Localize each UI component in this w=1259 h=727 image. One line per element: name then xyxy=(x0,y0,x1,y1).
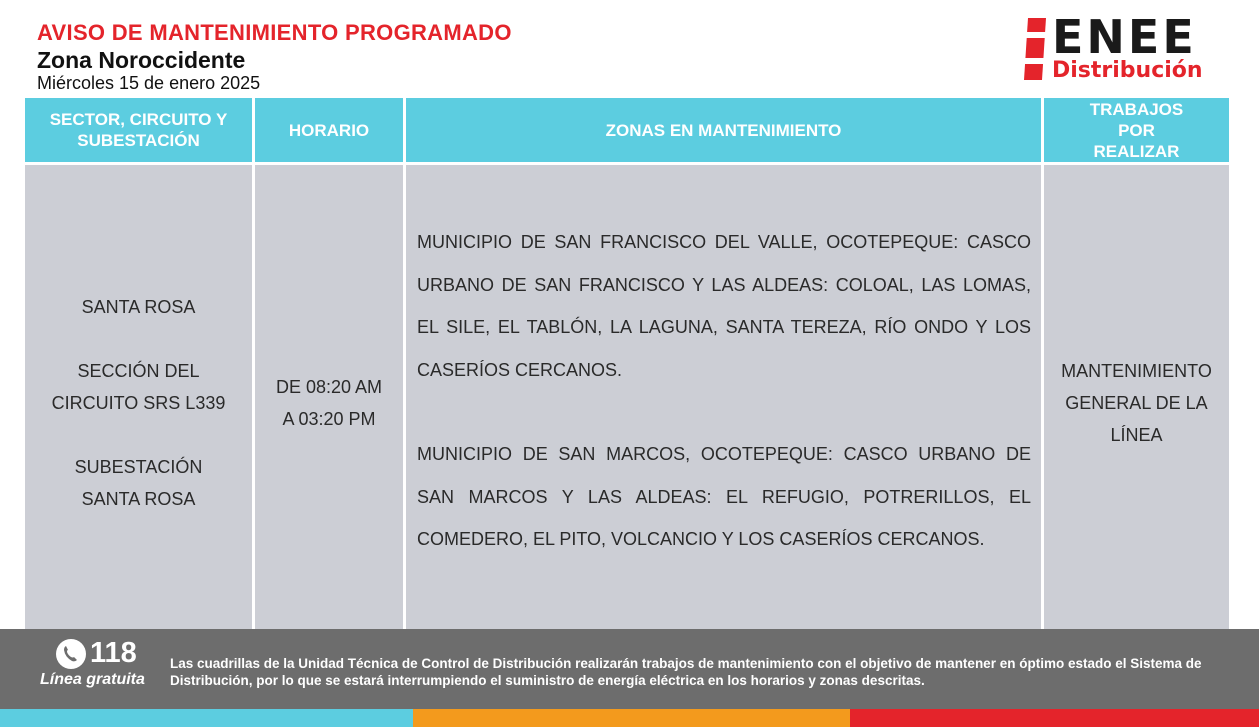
maintenance-table xyxy=(25,98,1229,630)
enee-logo-mark-icon xyxy=(1024,18,1046,80)
zone-name: Zona Noroccidente xyxy=(37,47,246,73)
notice-title: AVISO DE MANTENIMIENTO PROGRAMADO xyxy=(37,20,512,45)
work-cell xyxy=(1044,165,1229,630)
work-line-2: GENERAL DE LA xyxy=(1065,392,1208,413)
schedule-end: A 03:20 PM xyxy=(282,408,376,429)
substation-line-2: SANTA ROSA xyxy=(81,488,196,509)
logo-subtitle: Distribución xyxy=(1052,58,1203,83)
substation-line-1: SUBESTACIÓN xyxy=(74,456,203,477)
schedule-start: DE 08:20 AM xyxy=(275,376,383,397)
logo-name: ENEE xyxy=(1052,10,1197,64)
section-line-1: SECCIÓN DEL xyxy=(77,360,200,381)
work-line-1: MANTENIMIENTO xyxy=(1061,360,1212,381)
column-header-work: TRABAJOS POR REALIZAR xyxy=(1044,98,1229,162)
notice-date: Miércoles 15 de enero 2025 xyxy=(37,73,261,93)
zone-paragraph-2: MUNICIPIO DE SAN MARCOS, OCOTEPEQUE: CASCO URBANO DE SAN MARCOS Y LAS ALDEAS: EL REFUGIO, POTRERILLOS, EL COMEDERO, EL PITO, VOLCANCIO Y LOS CASERÍOS CERCANOS. xyxy=(417,444,1031,549)
work-line-3: LÍNEA xyxy=(1110,424,1163,445)
zone-paragraph-1: MUNICIPIO DE SAN FRANCISCO DEL VALLE, OCOTEPEQUE: CASCO URBANO DE SAN FRANCISCO Y LAS ALDEAS: COLOAL, LAS LOMAS, EL SILE, EL TABLÓN, LA LAGUNA, SANTA TEREZA, RÍO ONDO Y LOS CASERÍOS CERCANOS. xyxy=(417,232,1031,380)
hotline-label: Línea gratuita xyxy=(40,671,145,688)
hotline-number: 118 xyxy=(90,637,137,669)
band-red xyxy=(850,709,1259,727)
section-line-2: CIRCUITO SRS L339 xyxy=(51,392,226,413)
footer-bar xyxy=(0,629,1259,709)
band-cyan xyxy=(0,709,413,727)
band-orange xyxy=(413,709,850,727)
schedule-cell xyxy=(255,165,403,630)
phone-icon xyxy=(56,639,86,669)
enee-logo xyxy=(1024,10,1234,86)
sector-cell xyxy=(25,165,252,630)
column-header-zones: ZONAS EN MANTENIMIENTO xyxy=(406,98,1041,162)
column-header-sector: SECTOR, CIRCUITO Y SUBESTACIÓN xyxy=(25,98,252,162)
sector-name: SANTA ROSA xyxy=(81,296,196,317)
footer-notice: Las cuadrillas de la Unidad Técnica de Control de Distribución realizarán trabajos de mantenimiento con el objetivo de mantener en óptimo estado el Sistema de Distribución, por lo que se estará interrumpiendo el suministro de energía eléctrica en los horarios y zonas descritas. xyxy=(170,656,1202,688)
zones-cell xyxy=(406,165,1041,630)
column-header-schedule: HORARIO xyxy=(255,98,403,162)
